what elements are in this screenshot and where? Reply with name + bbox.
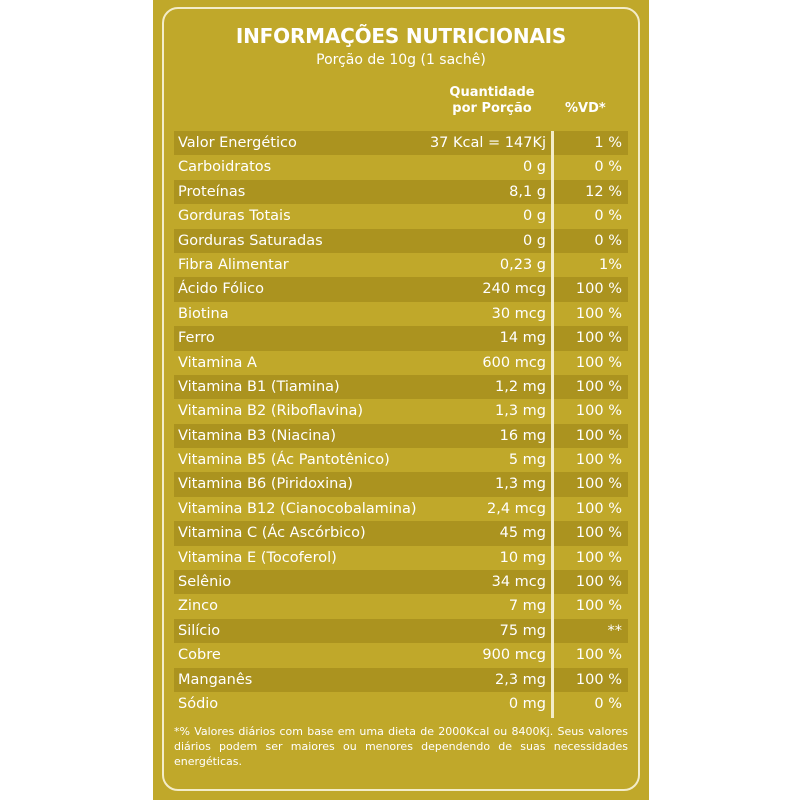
nutrient-name: Vitamina E (Tocoferol)	[178, 549, 337, 566]
nutrient-quantity: 30 mcg	[491, 305, 546, 322]
nutrient-quantity: 7 mg	[508, 598, 546, 615]
nutrient-name: Cobre	[178, 647, 221, 664]
nutrient-quantity: 8,1 g	[509, 183, 546, 200]
nutrient-name: Vitamina B6 (Piridoxina)	[178, 476, 353, 493]
nutrient-name: Proteínas	[178, 183, 246, 200]
nutrient-daily-value: 100 %	[575, 647, 622, 664]
nutrient-quantity: 600 mcg	[482, 354, 546, 371]
nutrient-daily-value: 100 %	[575, 671, 622, 688]
table-row	[174, 448, 628, 472]
table-row	[174, 424, 628, 448]
nutrient-name: Gorduras Saturadas	[178, 232, 323, 249]
nutrient-quantity: 16 mg	[499, 427, 546, 444]
nutrient-quantity: 0 g	[522, 232, 546, 249]
nutrient-quantity: 900 mcg	[482, 647, 546, 664]
nutrient-daily-value: 100 %	[575, 305, 622, 322]
column-divider-qty	[551, 131, 554, 718]
table-title: INFORMAÇÕES NUTRICIONAIS	[235, 24, 567, 48]
table-row	[174, 521, 628, 545]
nutrient-daily-value: 100 %	[575, 500, 622, 517]
nutrient-daily-value: 0 %	[594, 208, 622, 225]
table-row	[174, 326, 628, 350]
nutrient-quantity: 37 Kcal = 147Kj	[429, 135, 546, 151]
nutrient-quantity: 0 g	[522, 208, 546, 225]
table-row	[174, 692, 628, 716]
nutrient-name: Valor Energético	[178, 135, 297, 151]
table-row	[174, 399, 628, 423]
table-row	[174, 643, 628, 667]
nutrient-name: Biotina	[178, 305, 229, 322]
nutrient-name: Ferro	[178, 330, 215, 347]
table-row	[174, 546, 628, 570]
nutrient-quantity: 0 g	[522, 159, 546, 176]
quantity-column-header	[437, 85, 547, 117]
nutrient-name: Selênio	[178, 574, 232, 591]
nutrient-daily-value: 100 %	[575, 427, 622, 444]
nutrient-daily-value: 100 %	[575, 403, 622, 420]
table-row	[174, 497, 628, 521]
nutrient-quantity: 0 mg	[508, 695, 546, 712]
nutrient-quantity: 0,23 g	[499, 256, 546, 273]
nutrient-quantity: 45 mg	[499, 525, 546, 542]
nutrient-quantity: 14 mg	[499, 330, 546, 347]
footnote: *% Valores diários com base em uma dieta de 2000Kcal ou 8400Kj. Seus valores diários podem ser maiores ou menores dependendo de suas necessidades energéticas.	[174, 725, 628, 768]
nutrient-name: Vitamina B1 (Tiamina)	[178, 378, 340, 395]
table-row	[174, 619, 628, 643]
nutrient-daily-value: 100 %	[575, 525, 622, 542]
nutrient-daily-value: 100 %	[575, 549, 622, 566]
nutrient-name: Vitamina B2 (Riboflavina)	[178, 403, 364, 420]
nutrient-daily-value: 12 %	[585, 183, 622, 200]
table-row	[174, 155, 628, 179]
table-row	[174, 229, 628, 253]
nutrient-quantity: 240 mcg	[482, 281, 546, 298]
nutrient-daily-value: 100 %	[575, 452, 622, 469]
table-row	[174, 351, 628, 375]
nutrient-quantity: 75 mg	[499, 622, 546, 639]
nutrient-quantity: 34 mcg	[491, 574, 546, 591]
nutrient-daily-value: 100 %	[575, 354, 622, 371]
nutrient-daily-value: 1%	[598, 256, 622, 273]
nutrient-name: Vitamina B3 (Niacina)	[178, 427, 336, 444]
nutrient-name: Zinco	[178, 598, 218, 615]
nutrient-daily-value: 100 %	[575, 598, 622, 615]
table-row	[174, 180, 628, 204]
nutrient-daily-value: **	[607, 622, 622, 639]
serving-size: Porção de 10g (1 sachê)	[316, 52, 486, 68]
nutrient-daily-value: 0 %	[594, 159, 622, 176]
nutrient-name: Gorduras Totais	[178, 208, 291, 225]
nutrient-name: Vitamina A	[178, 354, 257, 371]
table-row	[174, 204, 628, 228]
table-row	[174, 302, 628, 326]
nutrient-name: Sódio	[178, 695, 219, 712]
nutrient-name: Ácido Fólico	[178, 281, 264, 298]
nutrient-name: Vitamina C (Ác Ascórbico)	[178, 525, 366, 542]
nutrient-daily-value: 0 %	[594, 232, 622, 249]
nutrient-name: Carboidratos	[178, 159, 272, 176]
nutrition-table	[174, 131, 628, 716]
table-row	[174, 375, 628, 399]
nutrient-name: Fibra Alimentar	[178, 256, 289, 273]
nutrient-daily-value: 0 %	[594, 695, 622, 712]
nutrient-quantity: 1,3 mg	[495, 403, 546, 420]
quantity-header-line2: por Porção	[452, 101, 532, 116]
nutrient-quantity: 10 mg	[499, 549, 546, 566]
nutrient-daily-value: 100 %	[575, 476, 622, 493]
table-row	[174, 472, 628, 496]
table-row	[174, 277, 628, 301]
nutrient-quantity: 5 mg	[508, 452, 546, 469]
nutrient-quantity: 1,3 mg	[495, 476, 546, 493]
nutrient-quantity: 2,4 mcg	[487, 500, 546, 517]
nutrient-name: Manganês	[178, 671, 253, 688]
nutrient-daily-value: 100 %	[575, 378, 622, 395]
table-row	[174, 570, 628, 594]
nutrient-name: Silício	[178, 622, 221, 639]
table-row	[174, 131, 628, 155]
table-row	[174, 668, 628, 692]
nutrient-name: Vitamina B12 (Cianocobalamina)	[178, 500, 417, 517]
table-row	[174, 594, 628, 618]
table-row	[174, 253, 628, 277]
nutrient-quantity: 2,3 mg	[495, 671, 546, 688]
nutrient-daily-value: 100 %	[575, 281, 622, 298]
nutrient-daily-value: 100 %	[575, 574, 622, 591]
quantity-header-line1: Quantidade	[449, 85, 535, 100]
nutrient-name: Vitamina B5 (Ác Pantotênico)	[178, 452, 390, 469]
daily-value-column-header: %VD*	[565, 101, 606, 116]
nutrient-daily-value: 100 %	[575, 330, 622, 347]
nutrient-daily-value: 1 %	[594, 135, 622, 151]
nutrient-quantity: 1,2 mg	[495, 378, 546, 395]
